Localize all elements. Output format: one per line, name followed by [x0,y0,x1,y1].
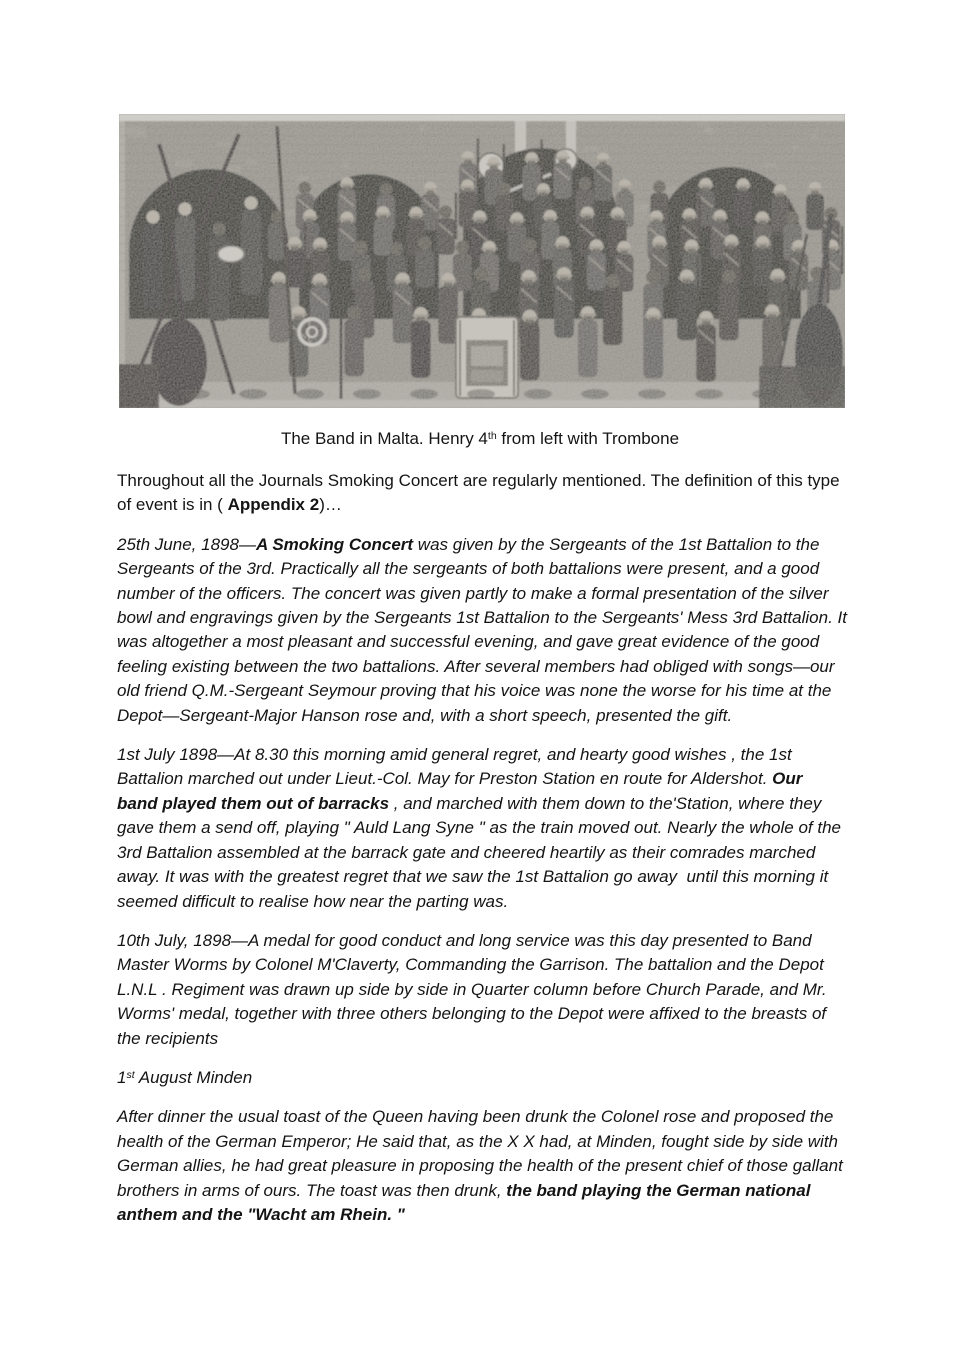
paragraph [117,1105,847,1227]
paragraph [117,743,847,914]
text-run: 10th July, 1898—A medal for good conduct and long service was this day presented to Band Master Worms by Colonel M'Claverty, Commanding the Garrison. The battalion and the Depot L.N.L . Regiment was drawn up side by side in Quarter column before Church Parade, and Mr. Worms' medal, together with three others belonging to the Depot were affixed to the breasts of the recipients [117,930,832,1048]
paragraph [117,1066,847,1090]
text-run: August Minden [134,1067,253,1087]
paragraph [117,469,847,518]
text-run: 1 [117,1067,127,1087]
superscript-run: st [126,1069,135,1082]
text-run: 25th June, 1898— [117,534,256,554]
photo-grain-overlay [119,114,845,408]
text-run: 1st July 1898—At 8.30 this morning amid general regret, and hearty good wishes , the 1st Battalion marched out under Lieut.-Col. May for Preston Station en route for Aldershot. [117,745,797,789]
photo-caption [0,427,960,451]
text-run: from left with Trombone [496,429,680,448]
text-run: A Smoking Concert [255,534,414,554]
band-photograph [119,114,845,408]
text-run: Appendix 2 [227,495,320,515]
text-run: The Band in Malta. Henry 4 [280,429,488,448]
text-run: Our band played them out of barracks [117,769,808,813]
text-run: was given by the Sergeants of the 1st Battalion to the Sergeants of the 3rd. Practically all the sergeants of both battalions were present, and a good number of the officers. The concert was given partly to make a formal presentation of the silver bowl and engravings given by the Sergeants 1st Battalion to the Sergeants' Mess 3rd Battalion. It was altogether a most pleasant and successful evening, and gave great evidence of the good feeling existing between the two battalions. After several members had obliged with songs—our old friend Q.M.-Sergeant Seymour proving that his voice was none the worse for his time at the Depot—Sergeant-Major Hanson rose and, with a short speech, presented the gift. [117,534,852,725]
paragraph [117,929,847,1051]
superscript-run: th [487,430,497,443]
text-run: After dinner the usual toast of the Queen having been drunk the Colonel rose and proposed the health of the German Emperor; He said that, as the X X had, at Minden, fought side by side with German allies, he had great pleasure in proposing the health of the present chief of those gallant brothers in arms of ours. The toast was then drunk, [117,1107,848,1200]
text-run: the band playing the German national anthem and the "Wacht am Rhein. " [117,1180,816,1224]
text-run: )… [319,495,342,515]
paragraph [117,533,852,728]
document-body [117,469,852,1242]
band-photograph-svg [119,114,845,408]
text-run: Throughout all the Journals Smoking Concert are regularly mentioned. The definition of this type of event is in ( [117,471,845,515]
text-run: , and marched with them down to the'Station, where they gave them a send off, playing " Auld Lang Syne " as the train moved out. Nearly the whole of the 3rd Battalion assembled at the barrack gate and cheered heartily as their comrades marched away. It was with the greatest regret that we saw the 1st Battalion go away until this morning it seemed difficult to realise how near the parting was. [117,793,846,911]
